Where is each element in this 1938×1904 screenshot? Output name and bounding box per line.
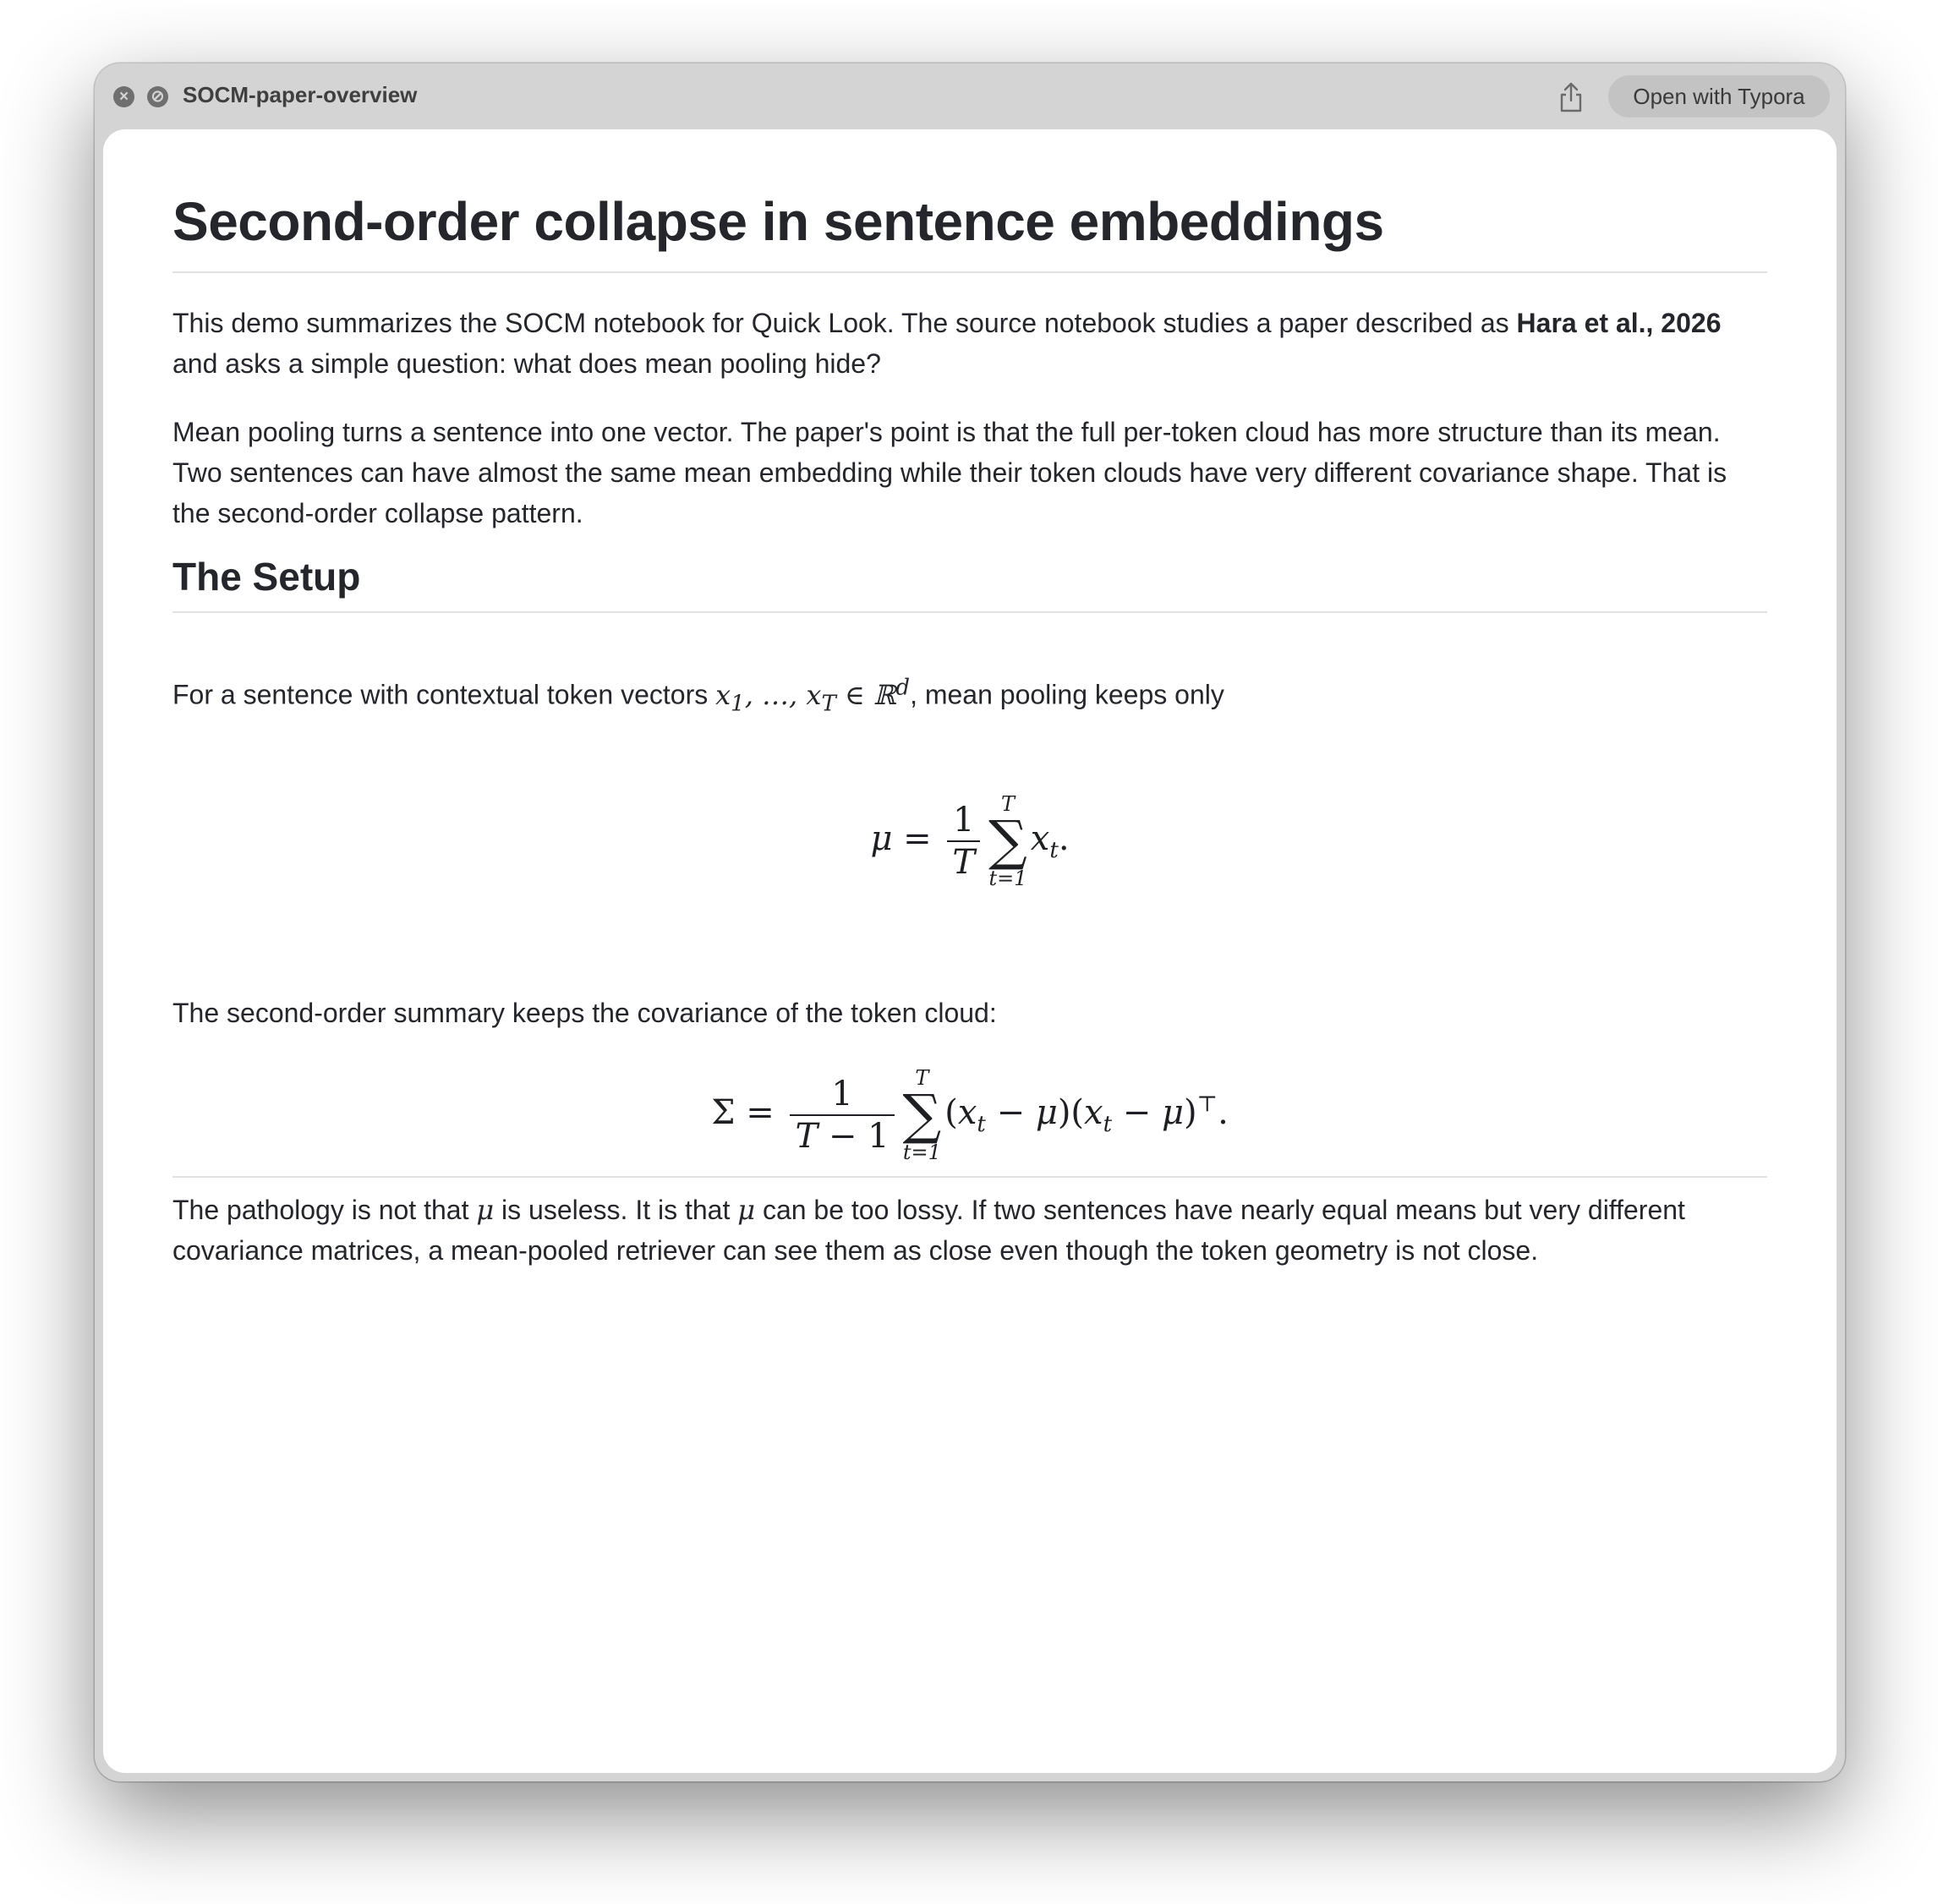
minimize-icon[interactable]: ⊘ [147, 86, 168, 107]
open-with-typora-button[interactable]: Open with Typora [1608, 75, 1830, 118]
setup-paragraph: For a sentence with contextual token vectors $x_1$, …, $x_T$ ∈ ℝ$^d$, mean pooling keeps only [172, 675, 1224, 717]
citation: Hara et al., 2026 [1516, 308, 1722, 338]
page-title: Second-order collapse in sentence embeddings [172, 190, 1767, 273]
section-heading-score [172, 1164, 1767, 1178]
share-icon[interactable] [1556, 81, 1586, 113]
close-icon[interactable]: × [113, 86, 134, 107]
token-vectors-math: $x_1$, …, $x_T$ ∈ ℝ$^d$ [715, 675, 911, 717]
mean-equation: μ = $\frac{1}{T}$ T ∑ t=1 $x_t$. [870, 792, 1070, 890]
title-bar [95, 63, 1845, 129]
covariance-equation: Σ = $\frac{1}{T - 1}$ T ∑ t=1 $(x_t - \mu)(x_t - \mu)^⊤$. [711, 1066, 1229, 1164]
window-title: SOCM-paper-overview [183, 82, 418, 107]
covariance-intro: The second-order summary keeps the covariance of the token cloud: [172, 998, 997, 1028]
intro-paragraph: This demo summarizes the SOCM notebook for Quick Look. The source notebook studies a paper described as Hara et al., 2026 and asks a simple question: what does mean pooling hide? [172, 308, 1722, 379]
document-content [103, 129, 1837, 1773]
pathology-paragraph: The pathology is not that μ is useless. It is that μ can be too lossy. If two sentences have nearly equal means but very different covariance matrices, a mean-pooled retriever can see them as close even though the token geometry is not close. [172, 1194, 1685, 1266]
quicklook-window [95, 63, 1845, 1781]
mean-pooling-paragraph: Mean pooling turns a sentence into one vector. The paper's point is that the full per-token cloud has more structure than its mean. Two sentences can have almost the same mean embedding while their token clouds have very different covariance shape. That is the second-order collapse pattern. [172, 417, 1727, 528]
section-heading-setup: The Setup [172, 554, 1767, 613]
